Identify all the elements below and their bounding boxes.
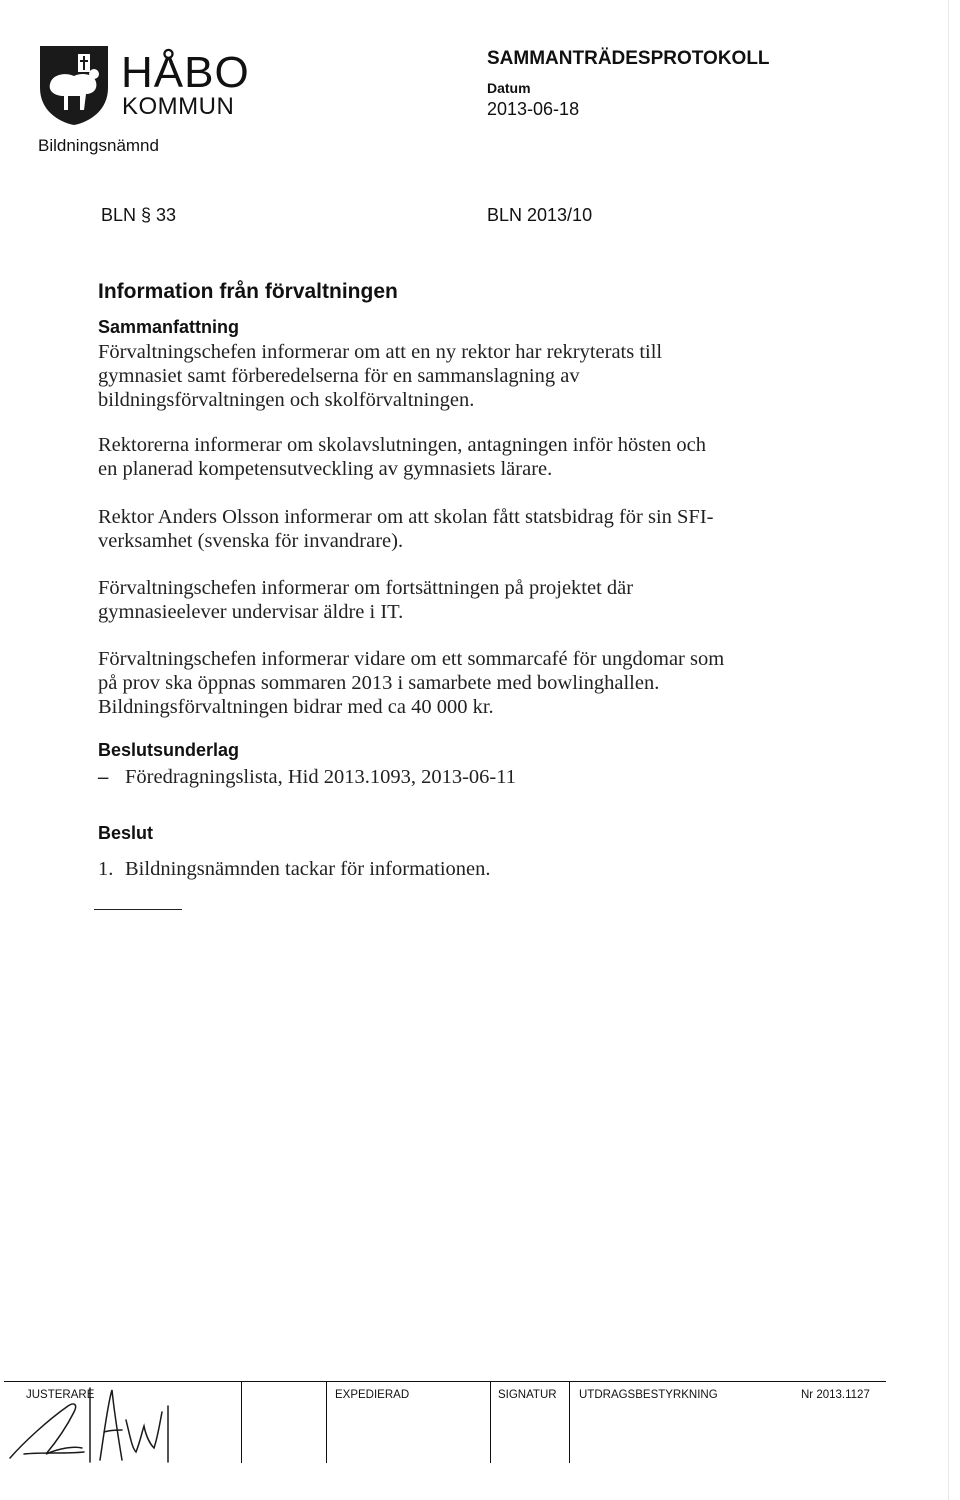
justerare-label: JUSTERARE [26,1389,95,1401]
case-reference: BLN 2013/10 [487,205,593,225]
item-title: Information från förvaltningen [98,280,398,303]
summary-paragraph [98,505,738,553]
org-subtitle: KOMMUN [122,93,235,120]
footer-divider [241,1381,242,1463]
org-name: HÅBO [121,48,250,97]
summary-paragraph [98,433,738,481]
text-line: Förvaltningschefen informerar om att en ny rektor har rekryterats till [98,341,663,363]
signatur-label: SIGNATUR [498,1389,557,1401]
document-number: Nr 2013.1127 [801,1389,870,1401]
list-item-text: Föredragningslista, Hid 2013.1093, 2013-06-11 [125,766,516,788]
date-label: Datum [487,80,531,96]
text-line: Rektor Anders Olsson informerar om att skolan fått statsbidrag för sin SFI- [98,506,714,528]
text-line: Bildningsförvaltningen bidrar med ca 40 000 kr. [98,696,494,718]
summary-paragraph [98,576,738,624]
list-marker: – [98,766,109,788]
municipality-crest-logo [38,44,110,126]
date-value: 2013-06-18 [487,99,580,119]
decision-list-item [98,857,491,881]
summary-paragraph [98,340,738,412]
basis-list-item [98,765,516,789]
text-line: verksamhet (svenska för invandrare). [98,530,404,552]
text-line: en planerad kompetensutveckling av gymnasiets lärare. [98,458,553,480]
text-line: på prov ska öppnas sommaren 2013 i samarbete med bowlinghallen. [98,672,660,694]
summary-paragraph [98,647,738,719]
text-line: bildningsförvaltningen och skolförvaltningen. [98,389,475,411]
board-name: Bildningsnämnd [38,136,159,155]
decision-heading: Beslut [98,823,154,843]
text-line: gymnasiet samt förberedelserna för en sammanslagning av [98,365,580,387]
footer-divider [326,1381,327,1463]
handwritten-signature [4,1382,234,1468]
list-marker: 1. [98,858,114,880]
utdragsbestyrkning-label: UTDRAGSBESTYRKNING [579,1389,718,1401]
scan-edge [948,0,949,1500]
end-rule [94,909,182,910]
expedierad-label: EXPEDIERAD [335,1389,410,1401]
summary-heading: Sammanfattning [98,317,240,337]
text-line: gymnasieelever undervisar äldre i IT. [98,601,404,623]
basis-heading: Beslutsunderlag [98,740,240,760]
footer-divider [490,1381,491,1463]
document-type: SAMMANTRÄDESPROTOKOLL [487,48,770,69]
footer-divider [569,1381,570,1463]
list-item-text: Bildningsnämnden tackar för informationen. [125,858,491,880]
paragraph-reference: BLN § 33 [101,205,177,225]
text-line: Rektorerna informerar om skolavslutningen, antagningen inför hösten och [98,434,707,456]
text-line: Förvaltningschefen informerar vidare om ett sommarcafé för ungdomar som [98,648,725,670]
text-line: Förvaltningschefen informerar om fortsättningen på projektet där [98,577,634,599]
